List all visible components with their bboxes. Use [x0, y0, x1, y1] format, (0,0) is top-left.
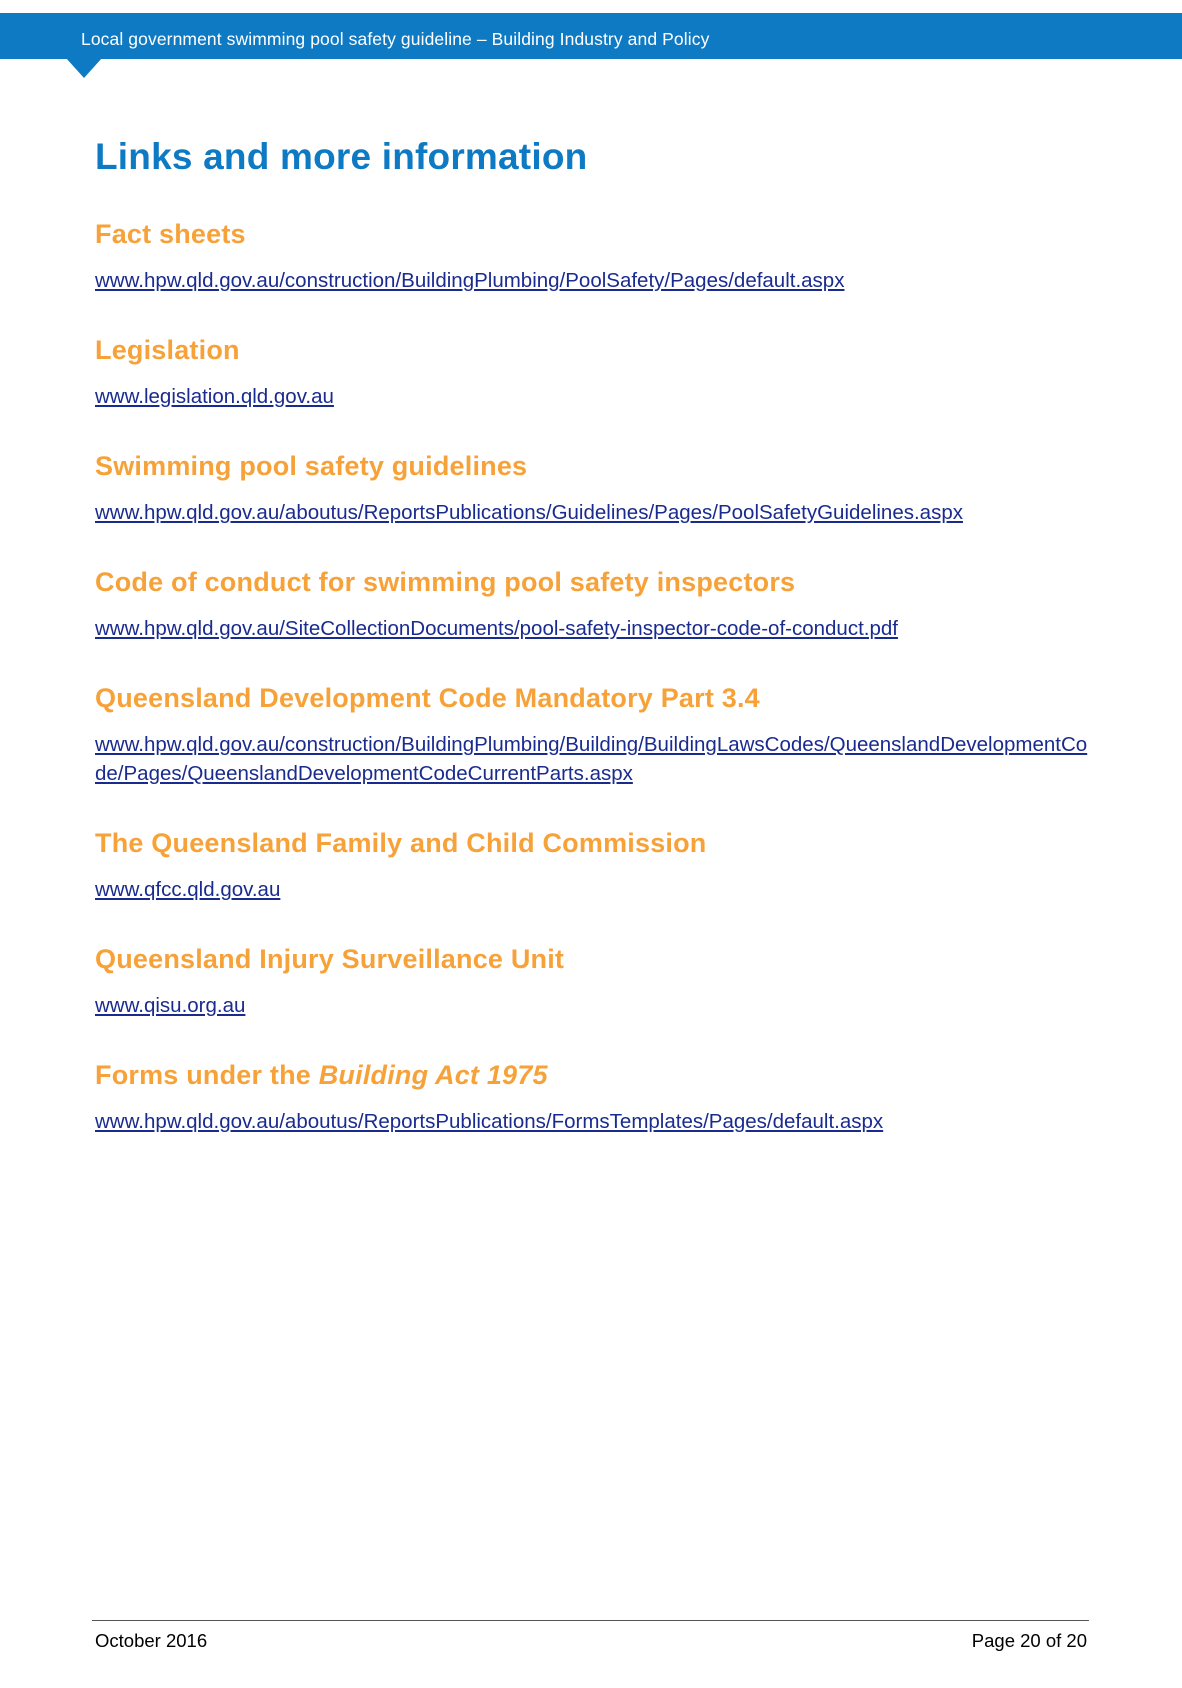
section-fact-sheets	[95, 217, 1095, 295]
section-link[interactable]: www.hpw.qld.gov.au/construction/BuildingPlumbing/PoolSafety/Pages/default.aspx	[95, 269, 845, 292]
section-heading-italic: Building Act 1975	[318, 1060, 548, 1090]
section-link[interactable]: www.hpw.qld.gov.au/construction/BuildingPlumbing/Building/BuildingLawsCodes/QueenslandDevelopmentCode/Pages/QueenslandDevelopmentCodeCurrentParts.aspx	[95, 733, 1088, 785]
footer-page-number: Page 20 of 20	[971, 1630, 1087, 1651]
section-heading-prefix: Forms under the	[95, 1060, 319, 1090]
section-heading: Fact sheets	[95, 219, 246, 249]
section-heading	[95, 1058, 1095, 1092]
page-title: Links and more information	[95, 136, 588, 177]
footer-divider	[92, 1620, 1089, 1621]
section-link[interactable]: www.qisu.org.au	[95, 994, 246, 1017]
section-link[interactable]: www.hpw.qld.gov.au/aboutus/ReportsPublications/FormsTemplates/Pages/default.aspx	[95, 1110, 884, 1133]
section-forms-building-act	[95, 1058, 1095, 1136]
section-link[interactable]: www.hpw.qld.gov.au/SiteCollectionDocuments/pool-safety-inspector-code-of-conduct.pdf	[95, 617, 898, 640]
section-injury-surveillance-unit	[95, 942, 1095, 1020]
section-link[interactable]: www.hpw.qld.gov.au/aboutus/ReportsPublications/Guidelines/Pages/PoolSafetyGuidelines.aspx	[95, 501, 963, 524]
header-tab-marker	[66, 58, 102, 78]
section-heading: Queensland Injury Surveillance Unit	[95, 944, 565, 974]
section-swimming-pool-safety-guidelines	[95, 449, 1095, 527]
section-heading: Code of conduct for swimming pool safety inspectors	[95, 567, 796, 597]
section-heading: Queensland Development Code Mandatory Part 3.4	[95, 683, 760, 713]
section-family-and-child-commission	[95, 826, 1095, 904]
section-link[interactable]: www.legislation.qld.gov.au	[95, 385, 334, 408]
section-link[interactable]: www.qfcc.qld.gov.au	[95, 878, 281, 901]
header-title: Local government swimming pool safety guideline – Building Industry and Policy	[81, 29, 710, 49]
section-heading: Legislation	[95, 335, 240, 365]
section-heading: Swimming pool safety guidelines	[95, 451, 528, 481]
section-legislation	[95, 333, 1095, 411]
section-queensland-development-code	[95, 681, 1095, 788]
footer-date: October 2016	[95, 1630, 208, 1651]
section-code-of-conduct	[95, 565, 1095, 643]
section-heading: The Queensland Family and Child Commission	[95, 828, 707, 858]
